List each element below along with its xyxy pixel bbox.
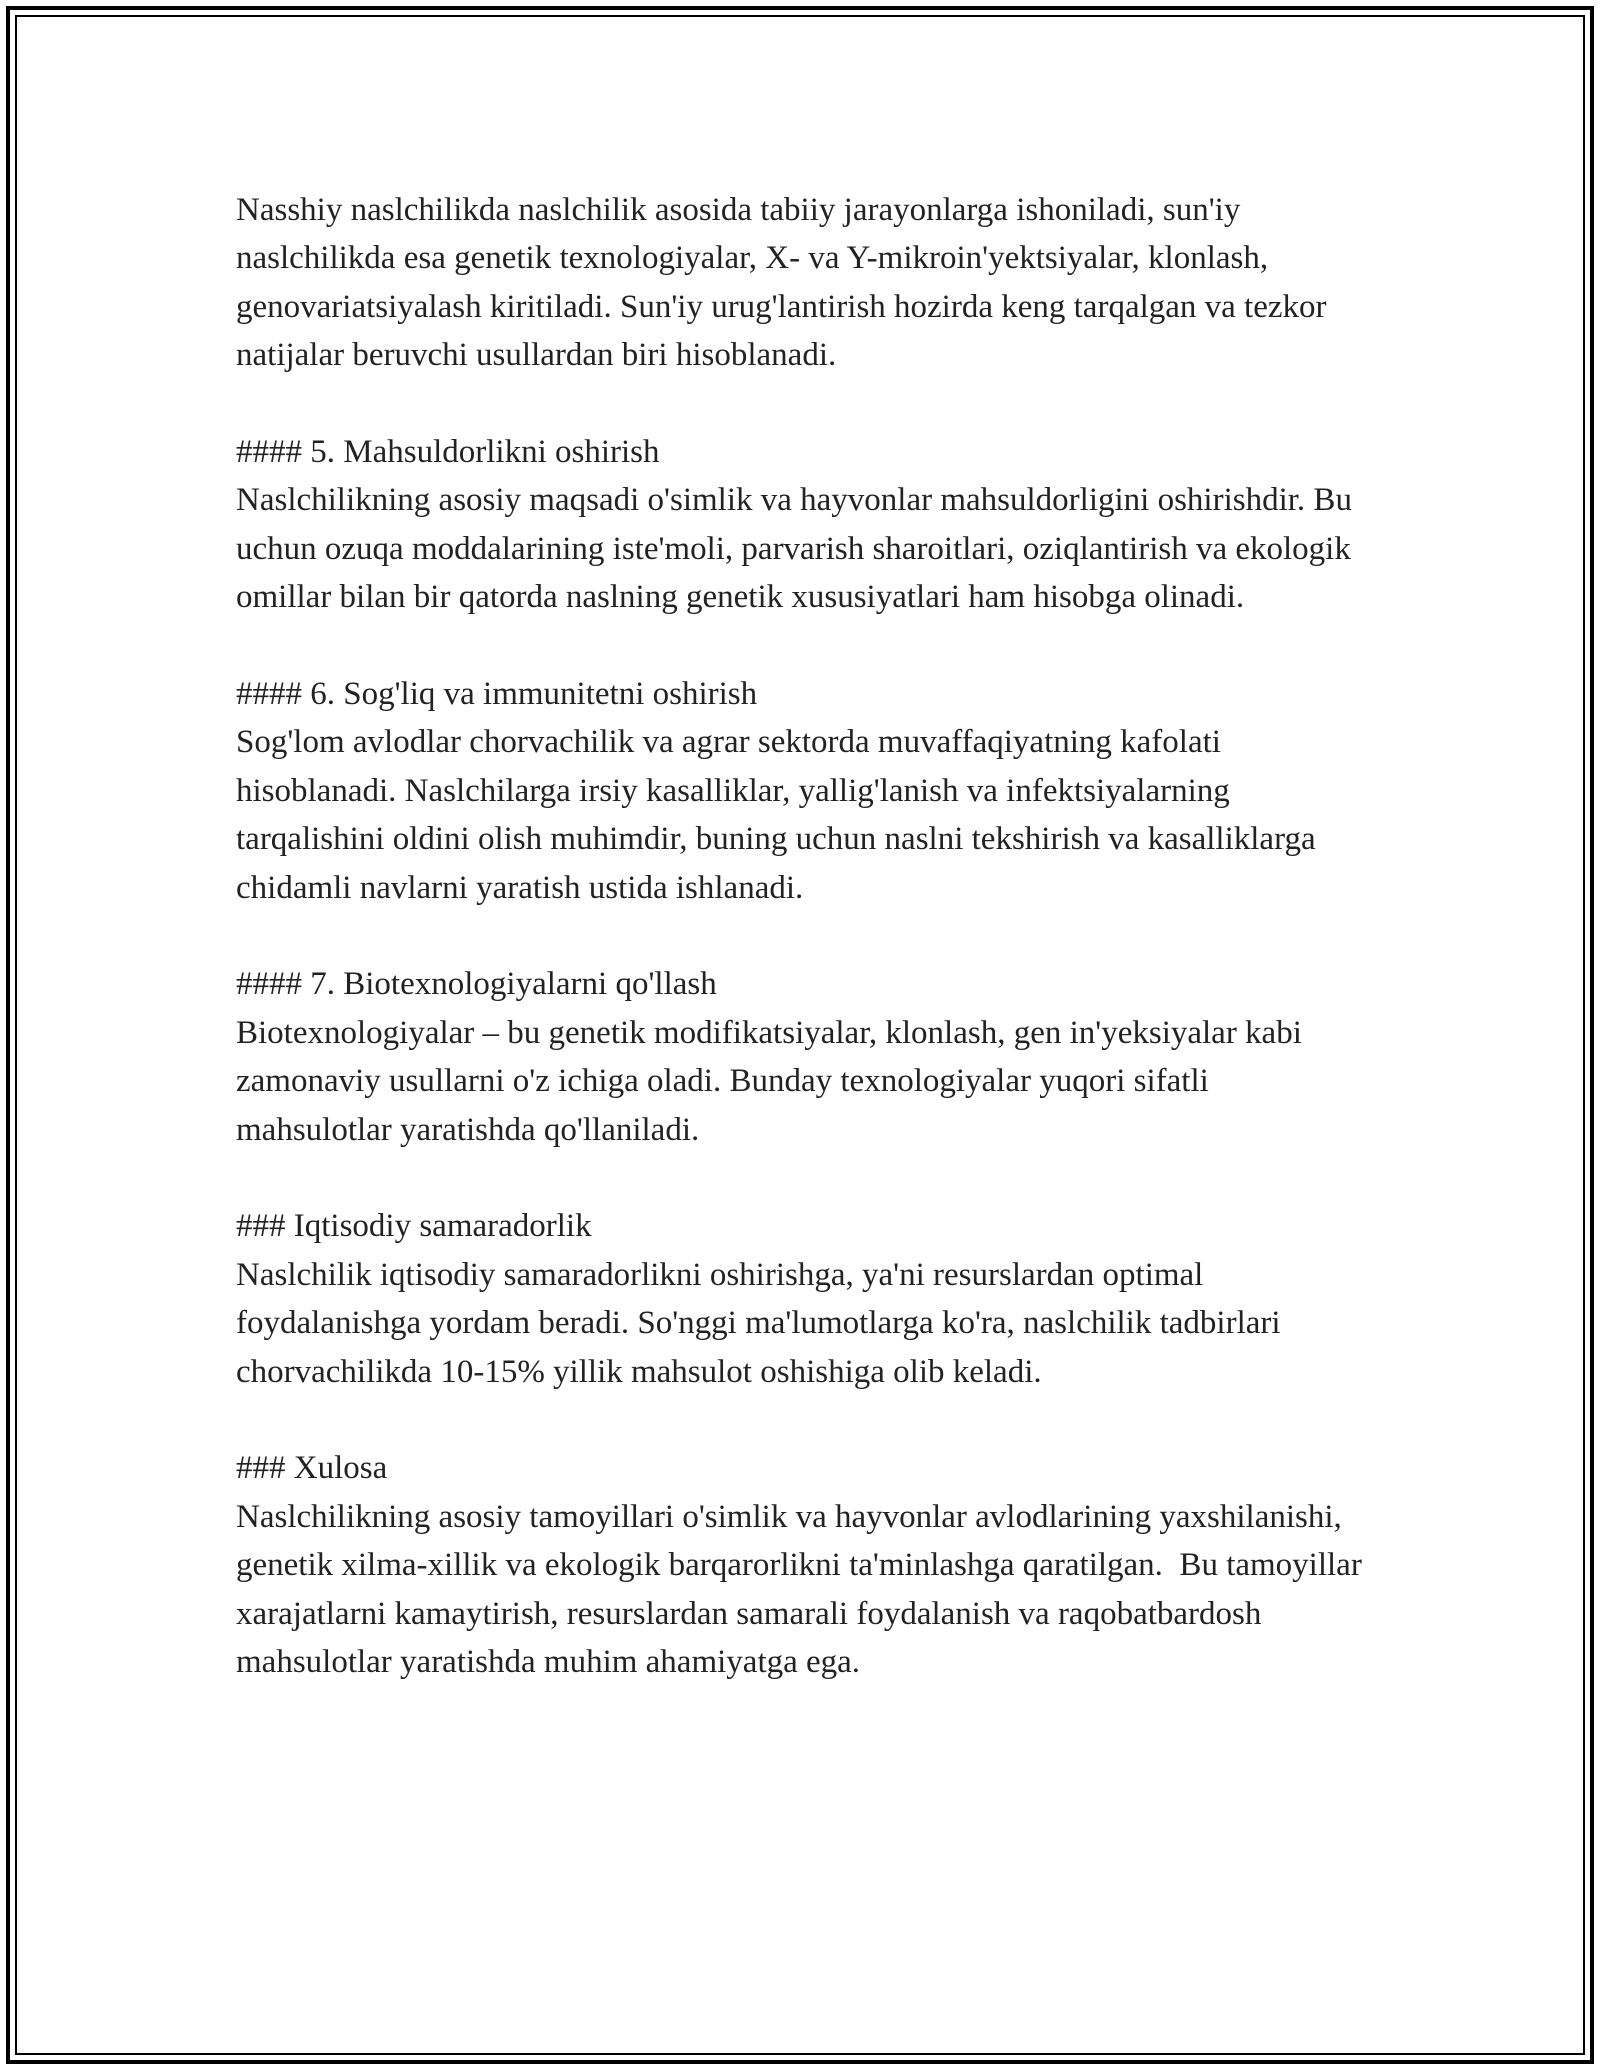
intro-paragraph: Nasshiy naslchilikda naslchilik asosida tabiiy jarayonlarga ishoniladi, sun'iy naslchilikda esa genetik texnologiyalar, X- va Y-mikroin'yektsiyalar, klonlash, genovariatsiyalash kiritiladi. Sun'iy urug'lantirish hozirda keng tarqalgan va tezkor natijalar beruvchi usullardan biri hisoblanadi. [236,192,1335,374]
section-heading-mahsuldorlik: #### 5. Mahsuldorlikni oshirish [236,434,660,471]
section-heading-iqtisodiy: ### Iqtisodiy samaradorlik [236,1208,592,1245]
section-paragraph-mahsuldorlik: Naslchilikning asosiy maqsadi o'simlik va hayvonlar mahsuldorligini oshirishdir. Bu uchun ozuqa moddalarining iste'moli, parvarish sharoitlari, oziqlantirish va ekologik omillar bilan bir qatorda naslning genetik xususiyatlari ham hisobga olinadi. [236,482,1361,616]
paragraph-gap [236,622,1366,670]
document-body [236,186,1371,1687]
section-heading-xulosa: ### Xulosa [236,1450,388,1487]
paragraph-gap [236,1396,1366,1444]
section-heading-biotexnologiya: #### 7. Biotexnologiyalarni qo'llash [236,966,717,1003]
section-paragraph-biotexnologiya: Biotexnologiyalar – bu genetik modifikatsiyalar, klonlash, gen in'yeksiyalar kabi zamonaviy usullarni o'z ichiga oladi. Bunday texnologiyalar yuqori sifatli mahsulotlar yaratishda qo'llaniladi. [236,1014,1311,1148]
section-paragraph-iqtisodiy: Naslchilik iqtisodiy samaradorlikni oshirishga, ya'ni resurslardan optimal foydalanishga yordam beradi. So'nggi ma'lumotlarga ko'ra, naslchilik tadbirlari chorvachilikda 10-15% yillik mahsulot oshishiga olib keladi. [236,1256,1289,1390]
section-paragraph-xulosa: Naslchilikning asosiy tamoyillari o'simlik va hayvonlar avlodlarining yaxshilanishi, genetik xilma-xillik va ekologik barqarorlikni ta'minlashga qaratilgan. Bu tamoyillar xarajatlarni kamaytirish, resurslardan samarali foydalanish va raqobatbardosh mahsulotlar yaratishda muhim ahamiyatga ega. [236,1498,1371,1681]
paragraph-gap [236,1154,1366,1202]
section-heading-sogliq: #### 6. Sog'liq va immunitetni oshirish [236,676,758,713]
paragraph-gap [236,380,1366,428]
paragraph-gap [236,912,1366,960]
section-paragraph-sogliq: Sog'lom avlodlar chorvachilik va agrar sektorda muvaffaqiyatning kafolati hisoblanadi. Naslchilarga irsiy kasalliklar, yallig'lanish va infektsiyalarning tarqalishini oldini olish muhimdir, buning uchun naslni tekshirish va kasalliklarga chidamli navlarni yaratish ustida ishlanadi. [236,724,1324,906]
